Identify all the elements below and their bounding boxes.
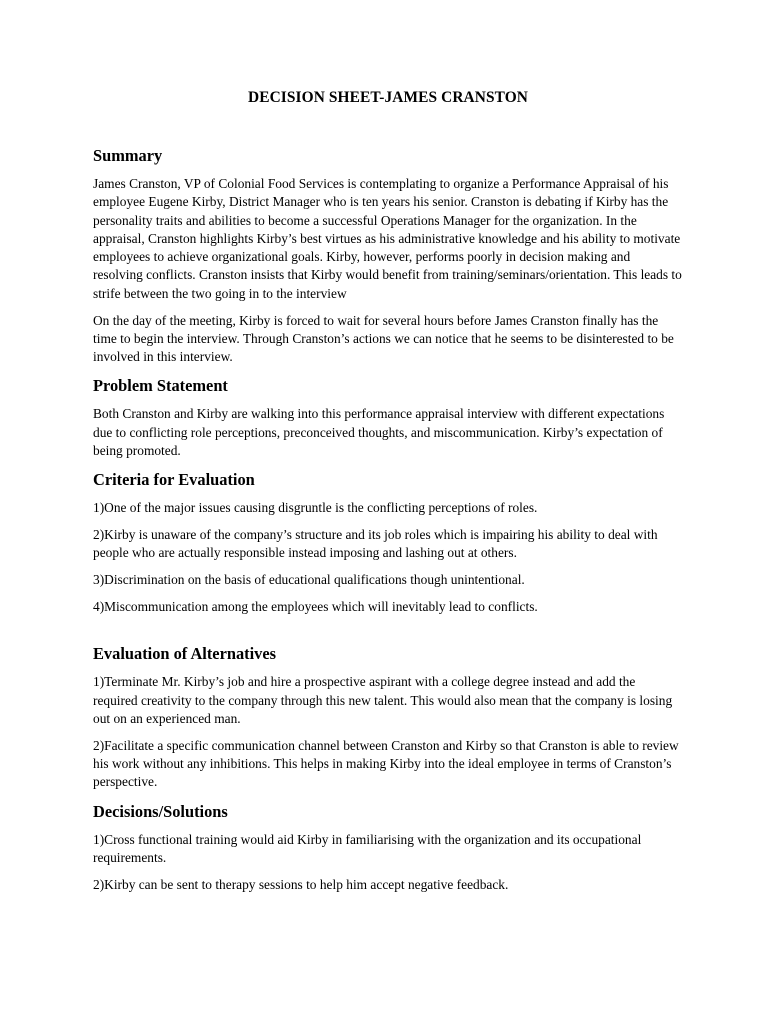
section-heading-alternatives: Evaluation of Alternatives <box>93 644 277 664</box>
decision-item: 2)Kirby can be sent to therapy sessions to help him accept negative feedback. <box>93 876 509 892</box>
criteria-item: 4)Miscommunication among the employees which will inevitably lead to conflicts. <box>93 599 538 615</box>
summary-paragraph: James Cranston, VP of Colonial Food Services is contemplating to organize a Performance Appraisal of his employee Eugene Kirby, District Manager who is ten years his senior. Cranston is debating if Kirby has the personality traits and abilities to become a successful Operations Manager for the organization. In the appraisal, Cranston highlights Kirby’s best virtues as his administrative knowledge and his ability to motivate employees to achieve organizational goals. Kirby, however, performs poorly in decision making and resolving conflicts. Cranston insists that Kirby would benefit from training/seminars/orientation. This leads to strife between the two going in to the interview <box>93 176 682 301</box>
section-heading-decisions: Decisions/Solutions <box>93 801 228 821</box>
criteria-item: 1)One of the major issues causing disgruntle is the conflicting perceptions of roles. <box>93 500 538 516</box>
decision-item: 1)Cross functional training would aid Kirby in familiarising with the organization and its occupational requirements. <box>93 831 642 865</box>
section-decisions <box>93 802 683 894</box>
section-evaluation-of-alternatives <box>93 644 683 791</box>
section-problem-statement <box>93 376 683 460</box>
section-heading-problem-statement: Problem Statement <box>93 376 228 396</box>
alternative-item: 2)Facilitate a specific communication channel between Cranston and Kirby so that Cranston is able to review his work without any inhibitions. This helps in making Kirby into the ideal employee in terms of Cranston’s perspective. <box>93 737 679 790</box>
criteria-item: 3)Discrimination on the basis of educational qualifications though unintentional. <box>93 572 525 588</box>
alternative-item: 1)Terminate Mr. Kirby’s job and hire a prospective aspirant with a college degree instead and add the required creativity to the company through this new talent. This would also mean that the company is losing out on an experienced man. <box>93 674 673 726</box>
problem-paragraph: Both Cranston and Kirby are walking into this performance appraisal interview with different expectations due to conflicting role perceptions, preconceived thoughts, and miscommunication. Kirby’s expectation of being promoted. <box>93 406 665 459</box>
document-title: DECISION SHEET-JAMES CRANSTON <box>247 89 528 106</box>
section-summary <box>93 146 683 366</box>
section-heading-criteria: Criteria for Evaluation <box>93 470 255 490</box>
criteria-item: 2)Kirby is unaware of the company’s structure and its job roles which is impairing his ability to deal with people who are actually responsible instead imposing and lashing out at others. <box>93 527 658 561</box>
section-criteria <box>93 470 683 616</box>
document-page <box>93 88 683 903</box>
summary-paragraph: On the day of the meeting, Kirby is forced to wait for several hours before James Cranston finally has the time to begin the interview. Through Cranston’s actions we can notice that he seems to be disinterested to be involved in this interview. <box>93 312 674 365</box>
section-heading-summary: Summary <box>93 146 163 165</box>
